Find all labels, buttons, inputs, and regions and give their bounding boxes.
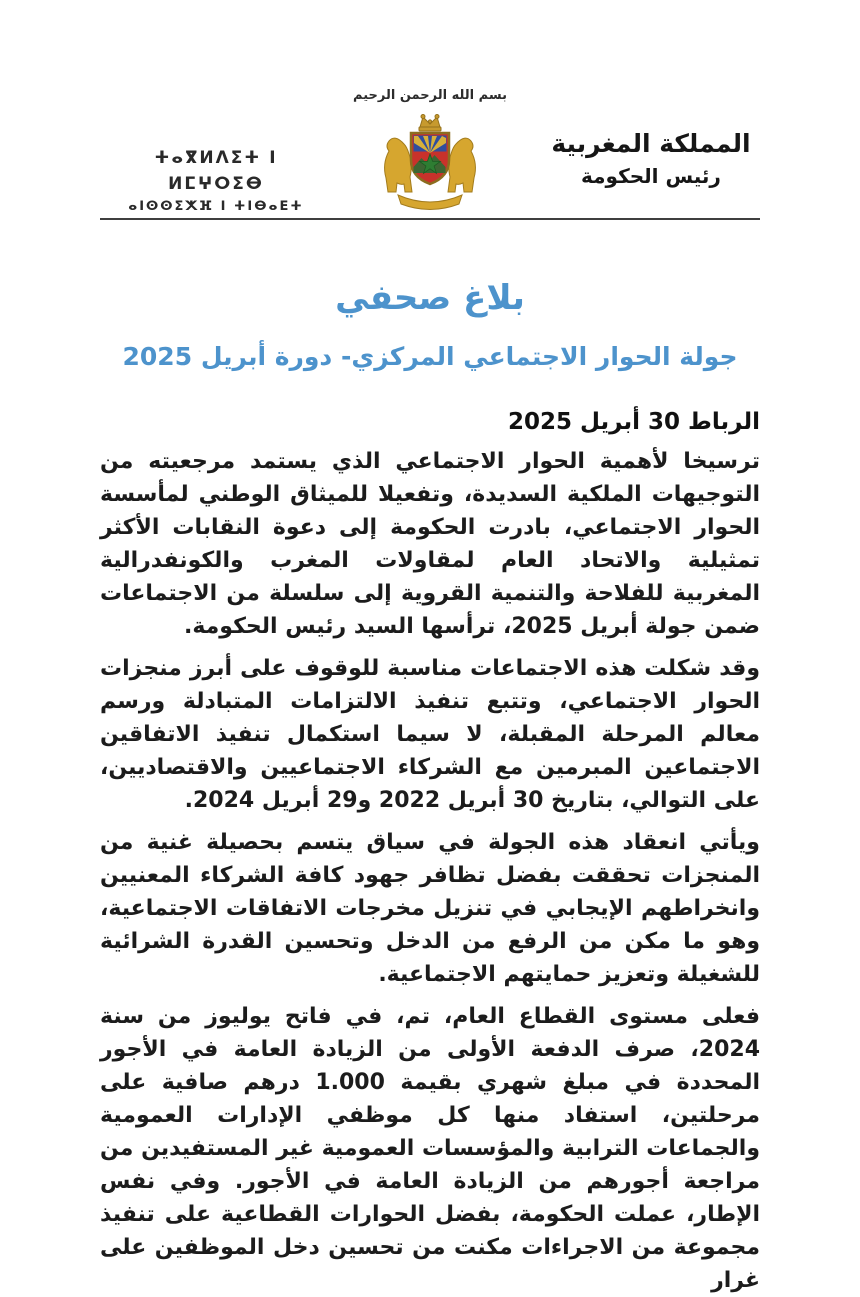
page-title: بلاغ صحفي [335,278,525,318]
tifinagh-kingdom-line: ⵜⴰⴳⵍⴷⵉⵜ ⵏ ⵍⵎⵖⵔⵉⴱ [154,148,278,194]
bismillah-calligraphy: بسم الله الرحمن الرحيم [353,88,507,103]
paragraphs-container [100,445,760,1297]
body-paragraph: فعلى مستوى القطاع العام، تم، في فاتح يوليوز من سنة 2024، صرف الدفعة الأولى من الزيادة العامة في الأجور المحددة في مبلغ شهري بقيمة 1.000 درهم صافية على مرحلتين، استفاد منها كل موظفي الإدارات العمومية والجماعات الترابية والمؤسسات العمومية غير المستفيدين من مراجعة أجورهم من الزيادة العامة في الأجور. وفي نفس الإطار، عملت الحكومة، بفضل الحوارات القطاعية على تنفيذ مجموعة من الاجراءات مكنت من تحسين دخل الموظفين على غرار [99,1004,761,1293]
press-release-body [0,278,860,1297]
letterhead [100,0,760,220]
body-paragraph: ويأتي انعقاد هذه الجولة في سياق يتسم بحصيلة غنية من المنجزات تحققت بفضل تظافر جهود كافة الشركاء المعنيين وانخراطهم الإيجابي في تنزيل مخرجات الاتفاقات الاجتماعية، وهو ما مكن من الرفع من الدخل وتحسين القدرة الشرائية للشغيلة وتعزيز حمايتهم الاجتماعية. [100,830,760,987]
body-paragraph: وقد شكلت هذه الاجتماعات مناسبة للوقوف على أبرز منجزات الحوار الاجتماعي، وتتبع تنفيذ الالتزامات المتبادلة ورسم معالم المرحلة المقبلة، لا سيما استكمال تنفيذ الاتفاقين الاجتماعين المبرمين مع الشركاء الاجتماعيين والاقتصاديين، على التوالي، بتاريخ 30 أبريل 2022 و29 أبريل 2024. [100,656,760,813]
body-paragraph: ترسيخا لأهمية الحوار الاجتماعي الذي يستمد مرجعيته من التوجيهات الملكية السديدة، وتفعيلا للميثاق الوطني لمأسسة الحوار الاجتماعي، بادرت الحكومة إلى دعوة النقابات الأكثر تمثيلية والاتحاد العام لمقاولات المغرب والكونفدرالية المغربية للفلاحة والتنمية القروية إلى سلسلة من الاجتماعات ضمن جولة أبريل 2025، ترأسها السيد رئيس الحكومة. [100,449,760,639]
kingdom-of-morocco-calligraphy: المملكة المغربية [551,129,751,158]
moroccan-coat-of-arms-icon [378,112,482,212]
arabic-letterhead [546,126,756,191]
tifinagh-letterhead [106,146,326,217]
head-of-government-calligraphy: رئيس الحكومة [581,164,721,189]
tifinagh-head-gov-line: ⴰⵏⵙⵙⵉⵅⴼ ⵏ ⵜⵏⴱⴰⴹⵜ [128,199,304,214]
page-subtitle: جولة الحوار الاجتماعي المركزي- دورة أبريل 2025 [122,342,738,371]
dateline: الرباط 30 أبريل 2025 [507,409,760,435]
